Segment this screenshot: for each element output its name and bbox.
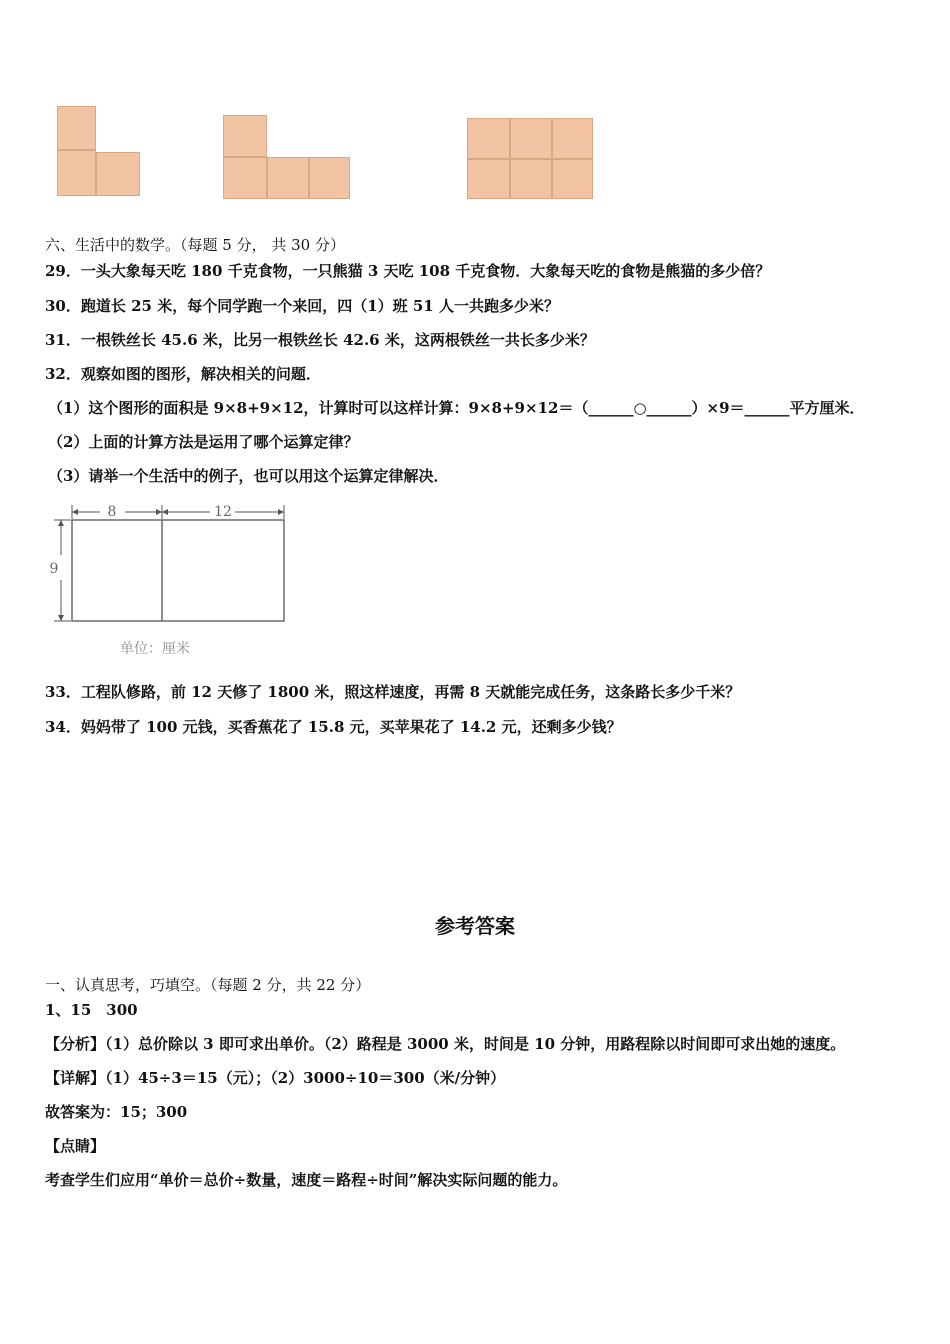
- question-32-part-3: （3）请举一个生活中的例子，也可以用这个运算定律解决．: [48, 467, 449, 485]
- question-31: 31．一根铁丝长 45.6 米，比另一根铁丝长 42.6 米，这两根铁丝一共长多少米？: [45, 331, 595, 349]
- height-label: 9: [49, 561, 59, 577]
- highlight-label: 【点睛】: [45, 1137, 106, 1155]
- question-33: 33．工程队修路，前 12 天修了 1800 米，照这样速度，再需 8 天就能完成任务，这条路长多少千米？: [45, 683, 741, 701]
- question-32-part-2: （2）上面的计算方法是运用了哪个运算定律？: [48, 433, 359, 451]
- width-label-right: 12: [214, 504, 232, 520]
- question-34: 34．妈妈带了 100 元钱，买香蕉花了 15.8 元，买苹果花了 14.2 元，还剩多少钱？: [45, 718, 622, 736]
- question-32: 32．观察如图的图形，解决相关的问题．: [45, 365, 321, 383]
- answers-section-heading: 一、认真思考，巧填空。（每题 2 分，共 22 分）: [45, 976, 371, 994]
- width-label-left: 8: [107, 504, 117, 520]
- rectangle-diagram: [40, 495, 300, 660]
- section-heading: 六、生活中的数学。（每题 5 分， 共 30 分）: [45, 236, 345, 254]
- highlight-text: 考查学生们应用“单价＝总价÷数量，速度＝路程÷时间”解决实际问题的能力。: [45, 1171, 568, 1189]
- unit-label: 单位：厘米: [120, 641, 190, 657]
- analysis-text: 【分析】（1）总价除以 3 即可求出单价。（2）路程是 3000 米，时间是 10 分钟，用路程除以时间即可求出她的速度。: [45, 1035, 846, 1053]
- answer-1: 1、15 300: [45, 1001, 138, 1019]
- question-29: 29．一头大象每天吃 180 千克食物，一只熊猫 3 天吃 108 千克食物．大象每天吃的食物是熊猫的多少倍？: [45, 262, 771, 280]
- detail-text: 【详解】（1）45÷3＝15（元）；（2）3000÷10＝300（米/分钟）: [45, 1069, 506, 1087]
- question-32-part-1: （1）这个图形的面积是 9×8+9×12，计算时可以这样计算：9×8+9×12＝（______○______）×9＝______平方厘米．: [48, 399, 865, 417]
- question-30: 30．跑道长 25 米，每个同学跑一个来回，四（1）班 51 人一共跑多少米？: [45, 297, 559, 315]
- answers-title: 参考答案: [435, 914, 515, 938]
- conclusion-text: 故答案为：15；300: [45, 1103, 188, 1121]
